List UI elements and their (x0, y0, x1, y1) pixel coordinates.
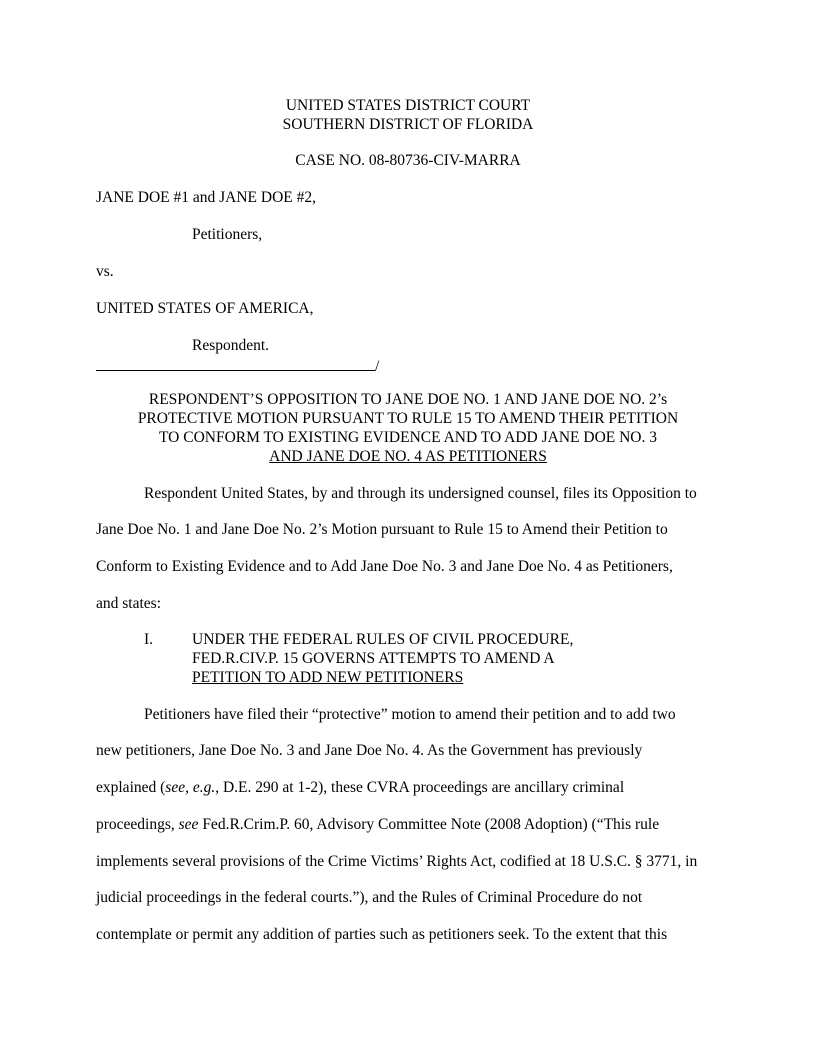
body-line4 (96, 815, 659, 834)
title-line2: PROTECTIVE MOTION PURSUANT TO RULE 15 TO AMEND THEIR PETITION (137, 410, 679, 427)
intro-line4: and states: (96, 595, 161, 612)
intro-line1: Respondent United States, by and through its undersigned counsel, files its Opposition to (144, 485, 697, 502)
versus: vs. (96, 263, 114, 280)
body-line6: judicial proceedings in the federal courts.”), and the Rules of Criminal Procedure do not (96, 889, 643, 906)
caption-slash: / (375, 358, 380, 375)
body-line2: new petitioners, Jane Doe No. 3 and Jane Doe No. 4. As the Government has previously (96, 742, 643, 759)
body-line3-a: explained ( (96, 779, 166, 796)
intro-line3: Conform to Existing Evidence and to Add Jane Doe No. 3 and Jane Doe No. 4 as Petitioners, (96, 558, 673, 575)
body-line7: contemplate or permit any addition of parties such as petitioners seek. To the extent that this (96, 926, 668, 943)
title-line4-text: AND JANE DOE NO. 4 AS PETITIONERS (269, 448, 547, 465)
section-heading-line3 (192, 668, 463, 687)
body-line3 (96, 778, 624, 797)
section-heading-line3-text: PETITION TO ADD NEW PETITIONERS (192, 669, 464, 686)
body-line5: implements several provisions of the Crime Victims’ Rights Act, codified at 18 U.S.C. § 3771, in (96, 853, 698, 870)
body-line3-b: , D.E. 290 at 1-2), these CVRA proceedings are ancillary criminal (215, 779, 625, 796)
caption-divider (96, 356, 379, 376)
title-line1: RESPONDENT’S OPPOSITION TO JANE DOE NO. 1 AND JANE DOE NO. 2’s (148, 391, 668, 408)
title-line3: TO CONFORM TO EXISTING EVIDENCE AND TO ADD JANE DOE NO. 3 (158, 429, 658, 446)
case-number: CASE NO. 08-80736-CIV-MARRA (295, 152, 521, 169)
body-line4-a: proceedings, (96, 816, 179, 833)
respondent-label: Respondent. (192, 337, 270, 354)
court-name-line2: SOUTHERN DISTRICT OF FLORIDA (282, 116, 534, 133)
section-heading-line2: FED.R.CIV.P. 15 GOVERNS ATTEMPTS TO AMEND A (192, 650, 555, 667)
body-line4-signal: see (178, 816, 199, 833)
caption-rule (96, 356, 375, 371)
petitioners-names: JANE DOE #1 and JANE DOE #2, (96, 189, 316, 206)
respondent-name: UNITED STATES OF AMERICA, (96, 300, 314, 317)
section-heading-line1: UNDER THE FEDERAL RULES OF CIVIL PROCEDURE, (192, 631, 574, 648)
section-number: I. (144, 631, 154, 648)
petitioners-label: Petitioners, (192, 226, 263, 243)
body-line3-citation: see, e.g. (165, 779, 216, 796)
court-name-line1: UNITED STATES DISTRICT COURT (285, 97, 531, 114)
intro-line2: Jane Doe No. 1 and Jane Doe No. 2’s Motion pursuant to Rule 15 to Amend their Petition to (96, 521, 668, 538)
title-line4 (0, 447, 816, 466)
body-line4-b: Fed.R.Crim.P. 60, Advisory Committee Note (2008 Adoption) (“This rule (198, 816, 660, 833)
body-line1: Petitioners have filed their “protective” motion to amend their petition and to add two (144, 706, 676, 723)
